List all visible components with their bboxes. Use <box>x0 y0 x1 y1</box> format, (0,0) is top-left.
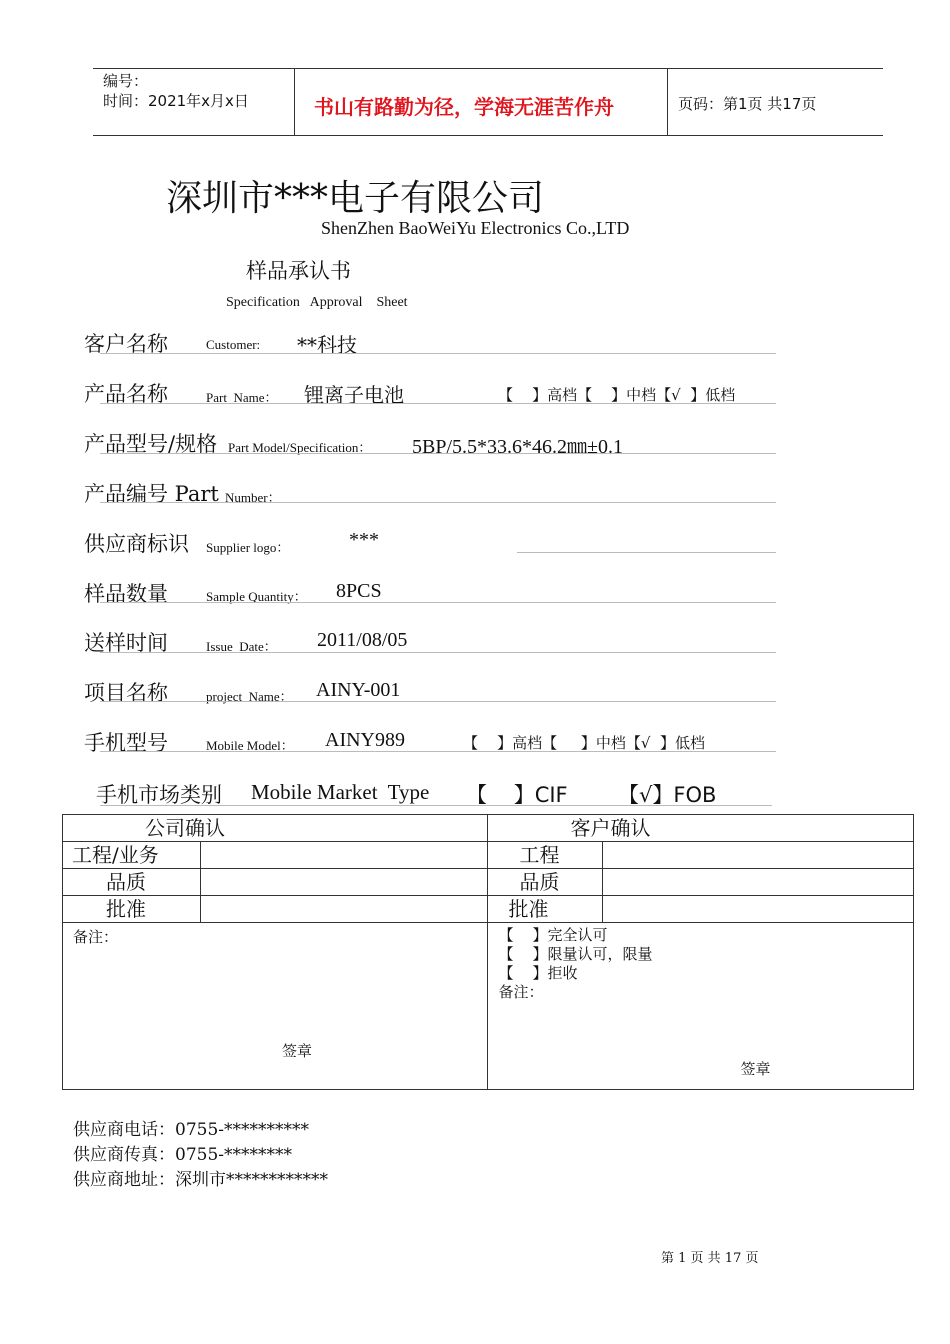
company-row-quality-sign[interactable] <box>201 869 488 896</box>
field-customer-underline <box>100 353 776 354</box>
serial-label: 编号： <box>103 72 149 90</box>
customer-row-approve-label: 批准 <box>508 897 549 921</box>
field-sample-qty-en-label: Sample Quantity： <box>206 589 307 604</box>
company-remarks-label: 备注： <box>73 928 119 946</box>
company-row-engineering <box>63 842 201 869</box>
header-page-info: 页码：第1页 共17页 <box>678 95 817 113</box>
header-top-rule <box>93 68 883 69</box>
company-row-quality <box>63 869 201 896</box>
customer-option-full[interactable]: 【 】完全认可 <box>498 926 608 944</box>
field-part-number-en-label: Number： <box>225 490 281 505</box>
company-row-engineering-label: 工程/业务 <box>72 843 159 867</box>
field-sample-qty-underline <box>100 602 776 603</box>
field-project-name-value: AINY-001 <box>316 679 401 701</box>
company-row-engineering-sign[interactable] <box>201 842 488 869</box>
customer-remarks-label: 备注： <box>498 983 544 1001</box>
supplier-address: 供应商地址：深圳市************ <box>73 1170 328 1190</box>
company-name-cn: 深圳市***电子有限公司 <box>166 178 545 219</box>
customer-row-engineering-label: 工程 <box>519 843 560 867</box>
customer-row-quality <box>488 869 602 896</box>
customer-row-approve-sign[interactable] <box>602 896 913 923</box>
company-remarks-cell <box>63 923 488 1090</box>
field-supplier-logo-en-label: Supplier logo： <box>206 540 290 555</box>
field-issue-date-value: 2011/08/05 <box>317 629 408 651</box>
market-type-underline <box>100 805 772 806</box>
company-row-approve-sign[interactable] <box>201 896 488 923</box>
field-sample-qty-label: 样品数量 <box>84 582 168 606</box>
customer-confirm-header <box>488 815 914 842</box>
field-customer-value: **科技 <box>297 333 357 357</box>
field-project-name-en-label: project Name： <box>206 689 293 704</box>
customer-option-limited[interactable]: 【 】限量认可，限量 <box>498 945 653 963</box>
market-type-label: 手机市场类别 <box>96 783 222 807</box>
market-type-en-label: Mobile Market Type <box>251 780 430 804</box>
field-customer-en-label: Customer: <box>206 337 261 352</box>
field-sample-qty-value: 8PCS <box>336 580 382 602</box>
supplier-fax: 供应商传真：0755-******** <box>73 1145 293 1165</box>
field-supplier-logo-value: *** <box>349 529 379 551</box>
field-part-number-label: 产品编号 Part <box>84 482 219 506</box>
field-part-grade: 【 】高档【 】中档【√ 】低档 <box>498 386 736 404</box>
field-mobile-model-en-label: Mobile Model： <box>206 738 294 753</box>
field-model-underline <box>100 453 776 454</box>
header-motto: 书山有路勤为径，学海无涯苦作舟 <box>314 95 614 119</box>
field-model-label: 产品型号/规格 <box>84 432 218 456</box>
field-mobile-model-label: 手机型号 <box>84 731 168 755</box>
field-part-name-en-label: Part Name： <box>206 390 278 405</box>
field-customer-label: 客户名称 <box>84 332 168 356</box>
company-name-en: ShenZhen BaoWeiYu Electronics Co.,LTD <box>321 218 630 238</box>
field-mobile-grade: 【 】高档【 】中档【√ 】低档 <box>463 734 706 752</box>
field-model-value: 5BP/5.5*33.6*46.2㎜±0.1 <box>412 436 623 458</box>
doc-title-cn: 样品承认书 <box>246 259 351 283</box>
field-mobile-model-underline <box>100 751 776 752</box>
company-seal-label: 签章 <box>282 1042 313 1060</box>
field-supplier-logo-label: 供应商标识 <box>84 532 189 556</box>
field-part-name-label: 产品名称 <box>84 382 168 406</box>
time-label: 时间：2021年x月x日 <box>103 92 249 110</box>
company-confirm-title: 公司确认 <box>145 816 225 840</box>
company-row-approve <box>63 896 201 923</box>
customer-row-quality-label: 品质 <box>519 870 560 894</box>
customer-row-engineering <box>488 842 602 869</box>
header-divider-2 <box>667 68 668 135</box>
doc-title-en: Specification Approval Sheet <box>226 295 408 310</box>
field-issue-date-underline <box>100 652 776 653</box>
company-confirm-header <box>63 815 488 842</box>
field-issue-date-label: 送样时间 <box>84 631 168 655</box>
company-row-quality-label: 品质 <box>106 870 146 894</box>
field-mobile-model-value: AINY989 <box>325 729 405 751</box>
field-part-name-value: 锂离子电池 <box>304 383 404 407</box>
customer-seal-label: 签章 <box>740 1060 771 1078</box>
customer-row-quality-sign[interactable] <box>602 869 913 896</box>
supplier-phone: 供应商电话：0755-********** <box>73 1120 310 1140</box>
customer-row-approve <box>488 896 602 923</box>
market-option-fob: 【√】FOB <box>618 783 717 807</box>
market-option-cif: 【 】CIF <box>466 783 568 807</box>
customer-option-reject[interactable]: 【 】拒收 <box>498 964 578 982</box>
footer-page-number: 第 1 页 共 17 页 <box>661 1251 759 1266</box>
header-bottom-rule <box>93 135 883 136</box>
header-divider-1 <box>294 68 295 135</box>
customer-remarks-cell <box>488 923 914 1090</box>
customer-confirm-title: 客户确认 <box>570 816 651 840</box>
field-supplier-logo-underline <box>517 552 776 553</box>
field-issue-date-en-label: Issue Date： <box>206 639 277 654</box>
field-project-name-underline <box>100 701 776 702</box>
company-row-approve-label: 批准 <box>106 897 146 921</box>
approval-table <box>62 814 914 1090</box>
field-part-name-underline <box>100 403 776 404</box>
field-model-en-label: Part Model/Specification： <box>228 440 372 455</box>
customer-row-engineering-sign[interactable] <box>602 842 913 869</box>
field-project-name-label: 项目名称 <box>84 681 168 705</box>
field-part-number-underline <box>100 502 776 503</box>
